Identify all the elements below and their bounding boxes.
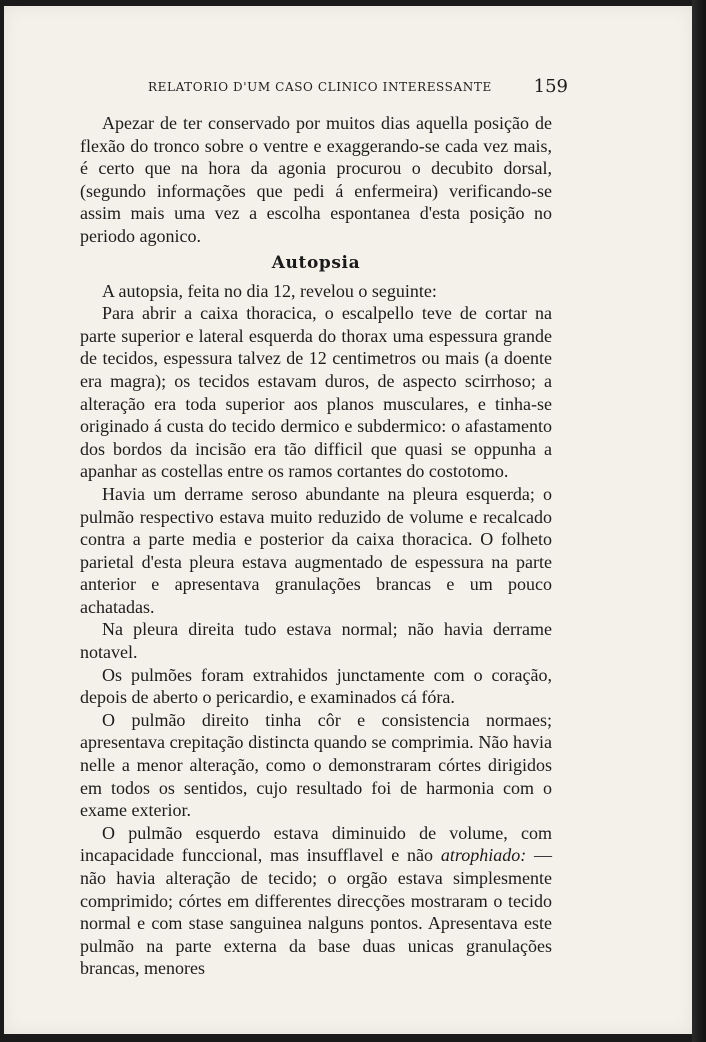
page-edge: [692, 0, 706, 1042]
paragraph: O pulmão direito tinha côr e consistencia normaes; apresentava crepitação distincta quando se comprimia. Não havia nelle a menor alteração, como o demonstraram córtes dirigidos em todos os sentidos, cujo resultado foi de harmonia com o exame exterior.: [80, 709, 552, 821]
page-header: [148, 76, 568, 98]
running-title: RELATORIO D'UM CASO CLINICO INTERESSANTE: [148, 80, 492, 94]
paragraph-text: — não havia alteração de tecido; o orgão estava simplesmente comprimido; córtes em differentes direcções mostraram o tecido normal e com stase sanguinea nalguns pontos. Apresentava este pulmão na parte externa da base duas unicas granulações brancas, menores: [80, 845, 553, 979]
paragraph: Apezar de ter conservado por muitos dias aquella posição de flexão do tronco sobre o ventre e exaggerando-se cada vez mais, é certo que na hora da agonia procurou o decubito dorsal, (segundo informações que pedi á enfermeira) verificando-se assim mais uma vez a escolha espontanea d'esta posição no periodo agonico.: [80, 113, 552, 246]
page-number: 159: [533, 76, 568, 97]
section-heading: Autopsia: [271, 252, 361, 273]
body-text: [80, 112, 552, 980]
paragraph-text: O pulmão esquerdo estava diminuido de volume, com incapacidade funccional, mas insufflavel e não: [80, 822, 552, 866]
paragraph: Para abrir a caixa thoracica, o escalpello teve de cortar na parte superior e lateral esquerda do thorax uma espessura grande de tecidos, espessura talvez de 12 centimetros ou mais (a doente era magra); os tecidos estavam duros, de aspecto scirrhoso; a alteração era toda superior aos planos musculares, e tinha-se originado á custa do tecido dermico e subdermico: o afastamento dos bordos da incisão era tão difficil que quasi se oppunha a apanhar as costellas entre os ramos cortantes do costotomo.: [80, 303, 552, 482]
paragraph: Havia um derrame seroso abundante na pleura esquerda; o pulmão respectivo estava muito reduzido de volume e recalcado contra a parte media e posterior da caixa thoracica. O folheto parietal d'esta pleura estava augmentado de espessura na parte anterior e apresentava granulações brancas e um pouco achatadas.: [80, 483, 552, 617]
paragraph: Na pleura direita tudo estava normal; não havia derrame notavel.: [80, 619, 552, 663]
italic-term: atrophiado:: [440, 845, 527, 866]
paragraph: Os pulmões foram extrahidos junctamente com o coração, depois de aberto o pericardio, e examinados cá fóra.: [80, 664, 552, 708]
paragraph: A autopsia, feita no dia 12, revelou o seguinte:: [102, 280, 437, 301]
paragraph-last: [80, 822, 552, 980]
